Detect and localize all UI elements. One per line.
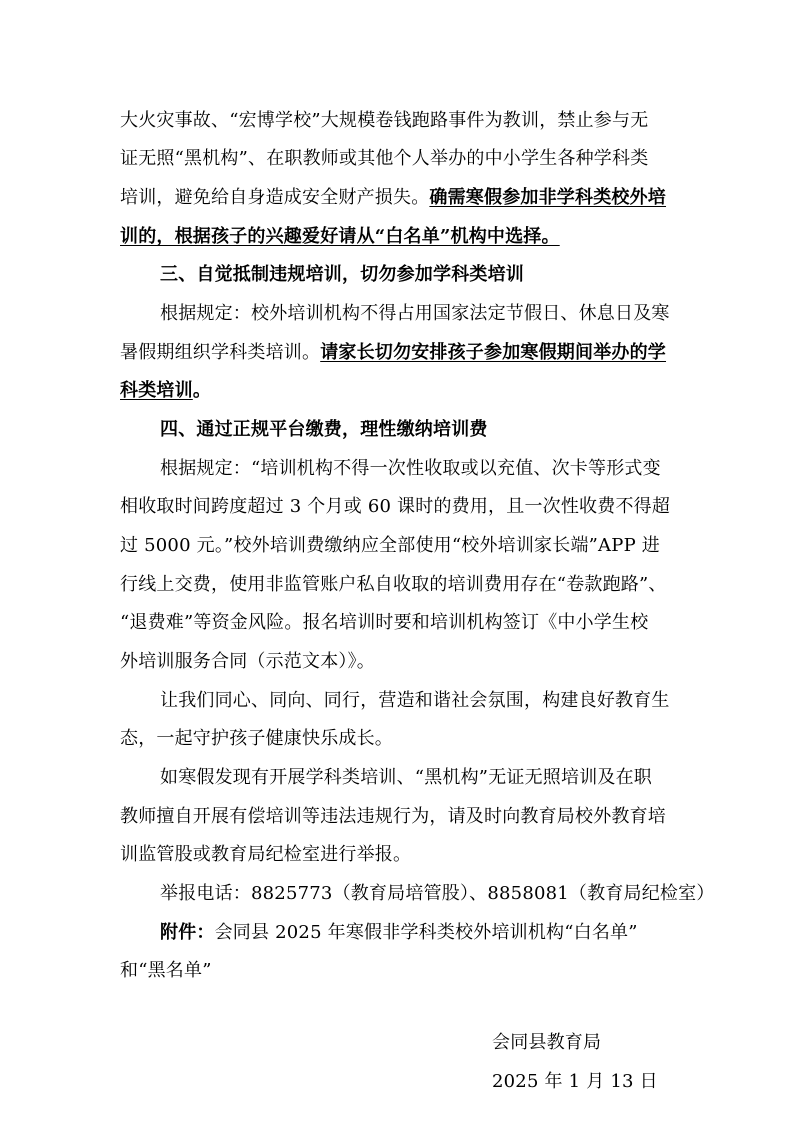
body-line: 大火灾事故、“宏博学校”大规模卷钱跑路事件为教训，禁止参与无: [120, 110, 649, 131]
emphasis-text: 请家长切勿安排孩子参加寒假期间举办的学: [320, 342, 667, 363]
section-heading-4: 四、通过正规平台缴费，理性缴纳培训费: [160, 419, 488, 440]
body-text: 培训，避免给自身造成安全财产损失。: [120, 187, 430, 208]
body-line: 如寒假发现有开展学科类培训、“黑机构”无证无照培训及在职: [160, 767, 653, 788]
section-heading-3: 三、自觉抵制违规培训，切勿参加学科类培训: [160, 264, 524, 285]
body-line: 外培训服务合同（示范文本）》。: [120, 651, 375, 672]
body-line: “退费难”等资金风险。报名培训时要和培训机构签订《中小学生校: [120, 612, 649, 633]
body-text: 暑假期组织学科类培训。: [120, 342, 321, 363]
body-line: 证无照“黑机构”、在职教师或其他个人举办的中小学生各种学科类: [120, 148, 649, 169]
signature-date: 2025 年 1 月 13 日: [492, 1071, 658, 1092]
body-line: 相收取时间跨度超过 3 个月或 60 课时的费用，且一次性收费不得超: [120, 496, 671, 517]
body-line: 过 5000 元。”校外培训费缴纳应全部使用“校外培训家长端”APP 进: [120, 535, 660, 556]
body-line: [120, 185, 666, 211]
body-line: [120, 378, 211, 404]
body-line: [120, 340, 666, 366]
body-line: 教师擅自开展有偿培训等违法违规行为，请及时向教育局校外教育培: [120, 806, 666, 827]
body-line: 行线上交费，使用非监管账户私自收取的培训费用存在“卷款跑路”、: [120, 574, 667, 595]
report-phone-line: 举报电话：8825773（教育局培管股）、8858081（教育局纪检室）: [160, 883, 715, 904]
attachment-line: [160, 920, 638, 946]
body-line: 态，一起守护孩子健康快乐成长。: [120, 728, 393, 749]
attachment-label: 附件：: [160, 922, 215, 943]
emphasis-text: 科类培训: [120, 380, 193, 401]
body-line: 根据规定：校外培训机构不得占用国家法定节假日、休息日及寒: [160, 303, 670, 324]
body-line: 让我们同心、同向、同行，营造和谐社会氛围，构建良好教育生: [160, 690, 670, 711]
attachment-text: 会同县 2025 年寒假非学科类校外培训机构“白名单”: [214, 922, 638, 943]
emphasis-text: 确需寒假参加非学科类校外培: [429, 187, 667, 208]
body-line: 根据规定：“培训机构不得一次性收取或以充值、次卡等形式变: [160, 458, 661, 479]
signature-org: 会同县教育局: [492, 1032, 602, 1053]
emphasis-line: 训的，根据孩子的兴趣爱好请从“白名单”机构中选择。: [120, 226, 560, 247]
body-line: 训监管股或教育局纪检室进行举报。: [120, 844, 412, 865]
attachment-line: 和“黑名单”: [120, 960, 212, 981]
body-text: 。: [192, 380, 212, 401]
